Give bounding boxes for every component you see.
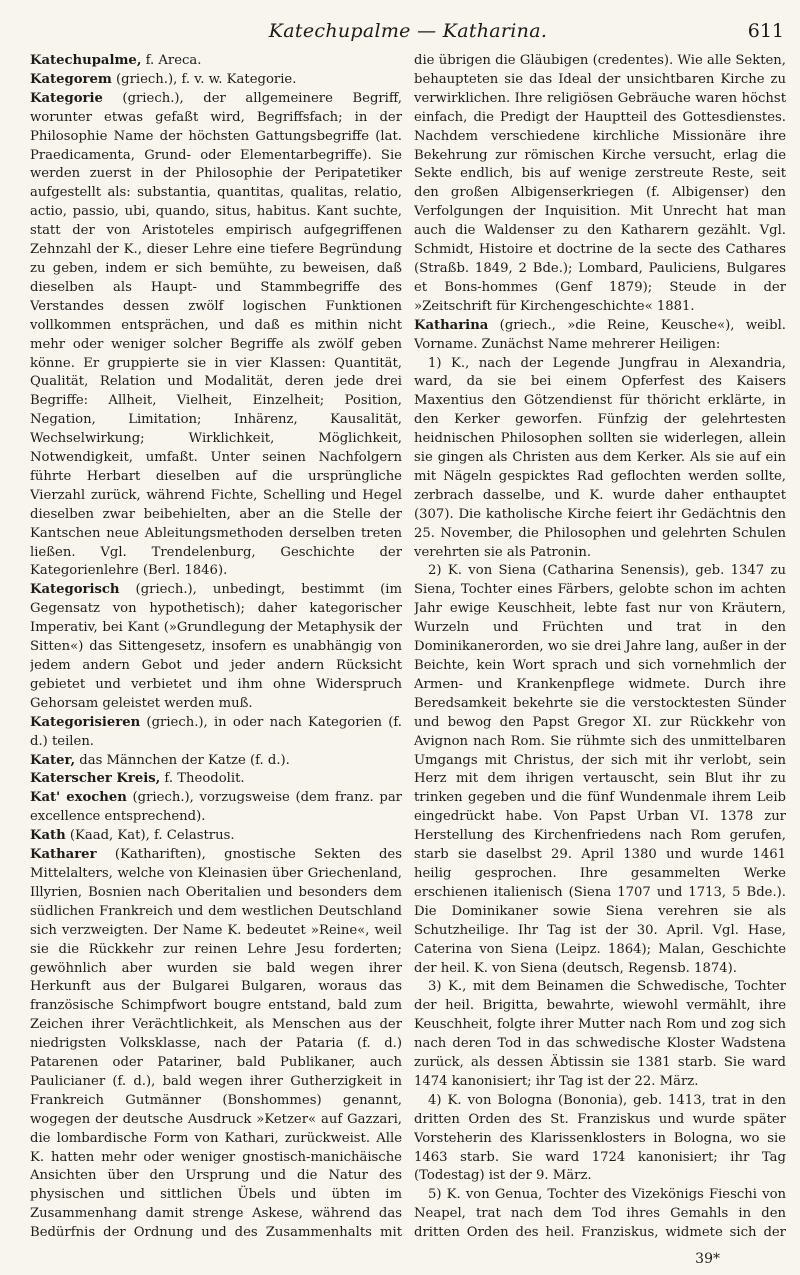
entry-text: f. Theodolit. (160, 771, 245, 787)
running-title: Katechupalme — Katharina. (268, 20, 548, 42)
page-header (30, 16, 786, 52)
signature-mark: 39* (695, 1251, 720, 1267)
entry-paragraph (30, 827, 402, 846)
entry-text: die übrigen die Gläubigen (credentes). Wie alle Sekten, behaupteten sie das Ideal der unsichtbaren Kirche zu verwirklichen. Ihre religiösen Gebräuche waren höchst einfach, die Predigt der Hauptteil des Gottesdienstes. Nachdem verschiedene kirchliche Missionäre ihre Bekehrung zur römischen Kirche versucht, erlag die Sekte endlich, bis auf wenige zerstreute Reste, seit den großen Albigenserkriegen (f. Albigenser) den Verfolgungen der Inquisition. Mit Unrecht hat man auch die Waldenser zu den Katharern gezählt. Vgl. Schmidt, Histoire et doctrine de la secte des Cathares (Straßb. 1849, 2 Bde.); Lombard, Pauliciens, Bulgares et Bons-hommes (Genf 1879); Steude in der »Zeitschrift für Kirchengeschichte« 1881. (414, 53, 786, 314)
entry-text: (Kaad, Kat), f. Celastrus. (65, 828, 235, 844)
entry-paragraph (414, 1092, 786, 1187)
headword: Kategorem (30, 71, 112, 87)
headword: Katechupalme, (30, 53, 142, 68)
headword: Kath (30, 828, 66, 844)
headword: Katharina (414, 317, 489, 333)
entry-text: das Männchen der Katze (f. d.). (75, 752, 290, 768)
entry-text: (griech.), f. v. w. Kategorie. (111, 71, 297, 87)
right-column (414, 52, 786, 1242)
entry-paragraph (30, 789, 402, 827)
entry-paragraph (30, 581, 402, 713)
entry-text: (griech.), unbedingt, bestimmt (im Gegensatz von hypothetisch); daher kategorischer Imperativ, bei Kant (»Grundlegung der Metaphysik der Sitten«) das Sittengesetz, insofern es unabhängig von jedem andern Gebot und jeder andern Rücksicht gebietet und verbietet und ihm ohne Widerspruch Gehorsam geleistet werden muß. (30, 582, 402, 711)
entry-text: (Kathariften), gnostische Sekten des Mittelalters, welche von Kleinasien über Griechenland, Illyrien, Bosnien nach Oberitalien und besonders dem südlichen Frankreich und dem westlichen Deutschland sich verzweigten. Der Name K. bedeutet »Reine«, weil sie die Rückkehr zur reinen Lehre Jesu forderten; gewöhnlich aber wurden sie bald wegen ihrer Herkunft aus der Bulgarei Bulgaren, woraus das französische Schimpfwort bougre entstand, bald zum Zeichen ihrer Verächtlichkeit, als Menschen aus der niedrigsten Volksklasse, nach der Pataria (f. d.) Patarenen oder Patariner, bald Publikaner, auch Paulicianer (f. d.), bald wegen ihrer Gutherzigkeit in Frankreich Gutmänner (Bonshommes) genannt, wogegen der deutsche Ausdruck »Ketzer« auf Gazzari, die lombardische Form von Kathari, zurückweist. Alle K. hatten mehr oder weniger gnostisch-manichäische Ansichten über den Ursprung und die Natur des physischen und sittlichen Übels und übten im Zusammenhang damit strenge Askese, während das Bedürfnis der Ordnung und des Zusammenhalts mit (30, 847, 402, 1241)
headword: Katharer (30, 847, 97, 863)
entry-text: 4) K. von Bologna (Bononia), geb. 1413, trat in den dritten Orden des St. Franziskus und wurde später Vorsteherin des Klarissenklosters in Bologna, wo sie 1463 starb. Sie ward 1724 kanonisiert; ihr Tag (Todestag) ist der 9. März. (414, 1092, 786, 1184)
headword: Kat' exochen (30, 790, 127, 806)
entry-paragraph (414, 1186, 786, 1242)
entry-paragraph (30, 770, 402, 789)
entry-text: (griech.), vorzugsweise (dem franz. par excellence entsprechend). (30, 790, 402, 825)
entry-paragraph (414, 562, 786, 978)
entry-paragraph (30, 52, 402, 71)
headword: Katerscher Kreis, (30, 771, 161, 787)
entry-paragraph (414, 978, 786, 1091)
entry-paragraph (30, 752, 402, 771)
text-columns (30, 52, 786, 1242)
entry-text: 5) K. von Genua, Tochter des Vizekönigs Fieschi von Neapel, trat nach dem Tod ihres Gemahls in den dritten Orden des heil. Franziskus, widmete sich der (414, 1187, 786, 1241)
entry-paragraph (30, 846, 402, 1242)
entry-text: f. Areca. (141, 53, 202, 68)
entry-text: 3) K., mit dem Beinamen die Schwedische, Tochter der heil. Brigitta, bewahrte, wiewohl vermählt, ihre Keuschheit, folgte ihrer Mutter nach Rom und zog sich nach deren Tod in das schwedische Kloster Wadstena zurück, als dessen Äbtissin sie 1381 starb. Sie ward 1474 kanonisiert; ihr Tag ist der 22. März. (414, 979, 786, 1089)
entry-text: 1) K., nach der Legende Jungfrau in Alexandria, ward, da sie bei einem Opferfest des Kaisers Maxentius den Götzendienst für thöricht erklärte, in den Kerker geworfen. Fünfzig der gelehrtesten heidnischen Philosophen sollten sie widerlegen, allein sie gingen als Christen aus dem Kerker. Als sie auf ein mit Nägeln gespicktes Rad geflochten werden sollte, zerbrach dasselbe, und K. wurde daher enthauptet (307). Die katholische Kirche feiert ihr Gedächtnis den 25. November, die Philosophen und gelehrten Schulen verehrten sie als Patronin. (414, 355, 786, 560)
entry-paragraph (414, 317, 786, 355)
headword: Kategorisch (30, 582, 120, 598)
entry-text: (griech., »die Reine, Keusche«), weibl. Vorname. Zunächst Name mehrerer Heiligen: (414, 317, 786, 352)
entry-text: 2) K. von Siena (Catharina Senensis), geb. 1347 zu Siena, Tochter eines Färbers, gelobte schon im achten Jahr ewige Keuschheit, lebte fast nur von Kräutern, Wurzeln und Früchten und trat in den Dominikanerorden, wo sie drei Jahre lang, außer in der Beichte, kein Wort sprach und sich vornehmlich der Armen- und Krankenpflege widmete. Durch ihre Beredsamkeit bekehrte sie die verstocktesten Sünder und bewog den Papst Gregor XI. zur Rückkehr von Avignon nach Rom. Sie rühmte sich des unmittelbaren Umgangs mit Christus, der sich mit ihr verlobt, sein Herz mit dem ihrigen vertauscht, sein Blut ihr zu trinken gegeben und die fünf Wundenmale ihrem Leib eingedrückt habe. Von Papst Urban VI. 1378 zur Herstellung des Kirchenfriedens nach Rom gerufen, starb sie daselbst 29. April 1380 und wurde 1461 heilig gesprochen. Ihre gesammelten Werke erschienen italienisch (Siena 1707 und 1713, 5 Bde.). Die Dominikaner sowie Siena verehren sie als Schutzheilige. Ihr Tag ist der 30. April. Vgl. Hase, Caterina von Siena (Leipz. 1864); Malan, Geschichte der heil. K. von Siena (deutsch, Regensb. 1874). (414, 563, 786, 976)
headword: Kategorie (30, 90, 103, 106)
entry-paragraph (414, 355, 786, 563)
entry-paragraph (30, 90, 402, 582)
entry-paragraph (30, 714, 402, 752)
page-number: 611 (747, 20, 784, 42)
headword: Kategorisieren (30, 714, 141, 730)
entry-paragraph (414, 52, 786, 317)
entry-text: (griech.), der allgemeinere Begriff, worunter etwas gefaßt wird, Begriffsfach; in der Philosophie Name der höchsten Gattungsbegriffe (lat. Praedicamenta, Grund- oder Elementarbegriffe). Sie werden zuerst in der Philosophie der Peripatetiker aufgestellt als: substantia, quantitas, qualitas, relatio, actio, passio, ubi, quando, situs, habitus. Kant suchte, statt der von Aristoteles empirisch aufgegriffenen Zehnzahl der K., dieser Lehre eine tiefere Begründung zu geben, indem er sich bemühte, zu beweisen, daß dieselben als Haupt- und Stammbegriffe des Verstandes dessen zwölf logischen Funktionen vollkommen entsprächen, und daß es mithin nicht mehr oder weniger solcher Begriffe als zwölf geben könne. Er gruppierte sie in vier Klassen: Quantität, Qualität, Relation und Modalität, deren jede drei Begriffe: Allheit, Vielheit, Einzelheit; Position, Negation, Limitation; Inhärenz, Kausalität, Wechselwirkung; Wirklichkeit, Möglichkeit, Notwendigkeit, umfaßt. Unter seinen Nachfolgern führte Herbart dieselben auf die ursprüngliche Vierzahl zurück, während Fichte, Schelling und Hegel dieselben zwar beibehielten, aber an die Stelle der Kantschen neue Ableitungsmethoden derselben treten ließen. Vgl. Trendelenburg, Geschichte der Kategorienlehre (Berl. 1846). (30, 90, 402, 579)
entry-paragraph (30, 71, 402, 90)
headword: Kater, (30, 752, 76, 768)
left-column (30, 52, 402, 1242)
entry-text: (griech.), in oder nach Kategorien (f. d.) teilen. (30, 714, 402, 749)
